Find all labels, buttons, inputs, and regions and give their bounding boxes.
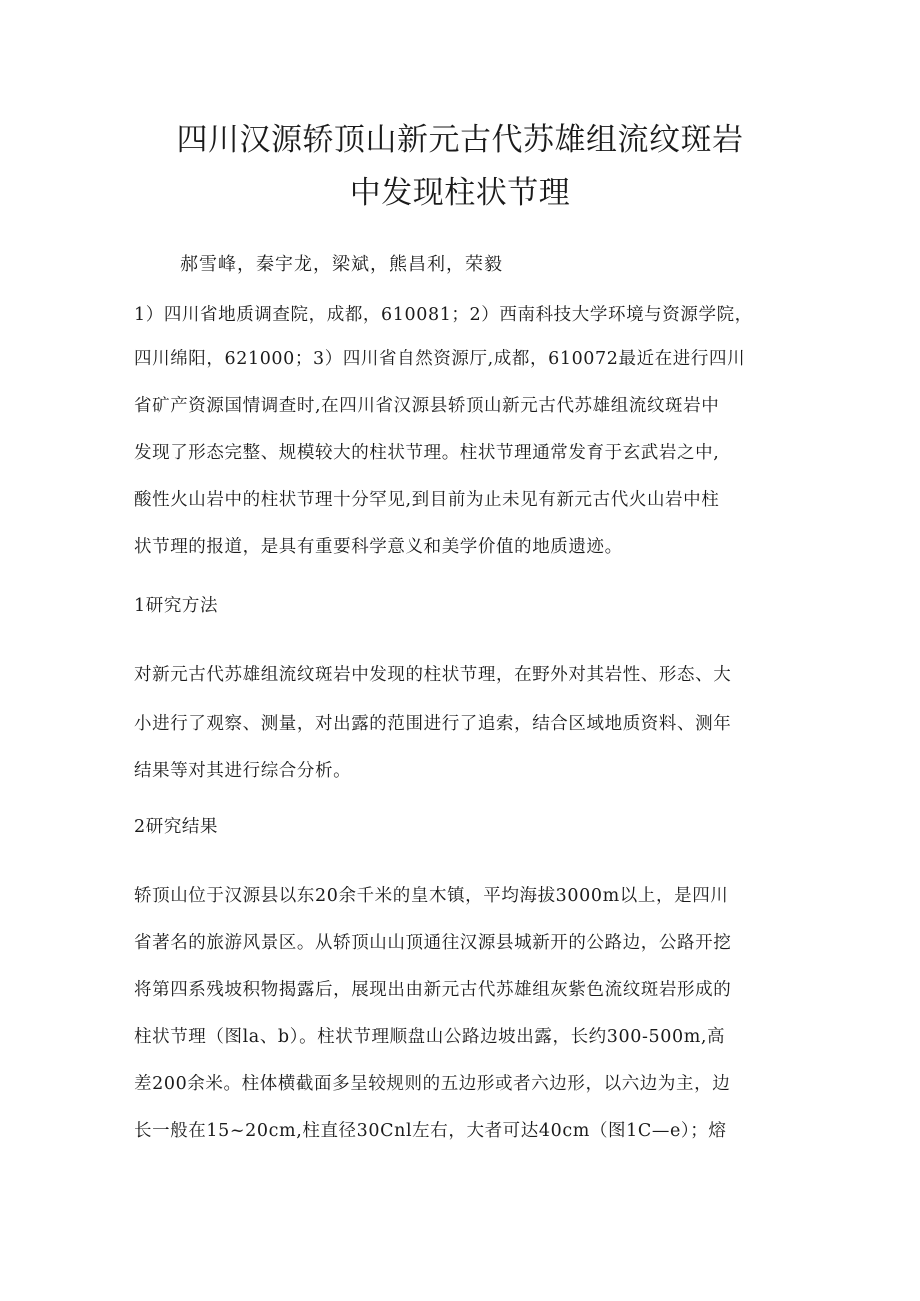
intro-line: 省矿产资源国情调查时,在四川省汉源县轿顶山新元古代苏雄组流纹斑岩中 [134,396,720,416]
section-1-line: 结果等对其进行综合分析。 [134,761,352,781]
section-2-line: 差200余米。柱体横截面多呈较规则的五边形或者六边形，以六边为主，边 [134,1074,731,1094]
section-2-line: 长一般在15~20cm,柱直径30Cnl左右，大者可达40cm（图1C—e）；熔 [134,1121,727,1141]
section-1-line: 小进行了观察、测量，对出露的范围进行了追索，结合区域地质资料、测年 [134,714,732,734]
intro-line: 四川绵阳，621000；3）四川省自然资源厅,成都，610072最近在进行四川 [134,349,746,369]
title-line-1: 四川汉源轿顶山新元古代苏雄组流纹斑岩 [176,122,744,158]
section-1-line: 对新元古代苏雄组流纹斑岩中发现的柱状节理，在野外对其岩性、形态、大 [134,665,732,685]
intro-line: 酸性火山岩中的柱状节理十分罕见,到目前为止未见有新元古代火山岩中柱 [134,490,720,510]
section-2-line: 省著名的旅游风景区。从轿顶山山顶通往汉源县城新开的公路边，公路开挖 [134,933,732,953]
intro-line: 1）四川省地质调查院，成都，610081；2）西南科技大学环境与资源学院， [134,305,753,325]
section-2-line: 将第四系残坡积物揭露后，展现出由新元古代苏雄组灰紫色流纹斑岩形成的 [134,980,732,1000]
authors: 郝雪峰，秦宇龙，梁斌，熊昌利，荣毅 [180,254,503,275]
section-2-heading: 2研究结果 [134,817,219,837]
section-1-heading: 1研究方法 [134,596,219,616]
section-2-line: 轿顶山位于汉源县以东20余千米的皇木镇，平均海拔3000m以上，是四川 [134,886,729,906]
intro-line: 发现了形态完整、规模较大的柱状节理。柱状节理通常发育于玄武岩之中, [134,443,720,463]
intro-line: 状节理的报道，是具有重要科学意义和美学价值的地质遗迹。 [134,537,623,557]
section-2-line: 柱状节理（图la、b）。柱状节理顺盘山公路边坡出露，长约300-500m,高 [134,1027,726,1047]
title-line-2: 中发现柱状节理 [349,175,571,211]
